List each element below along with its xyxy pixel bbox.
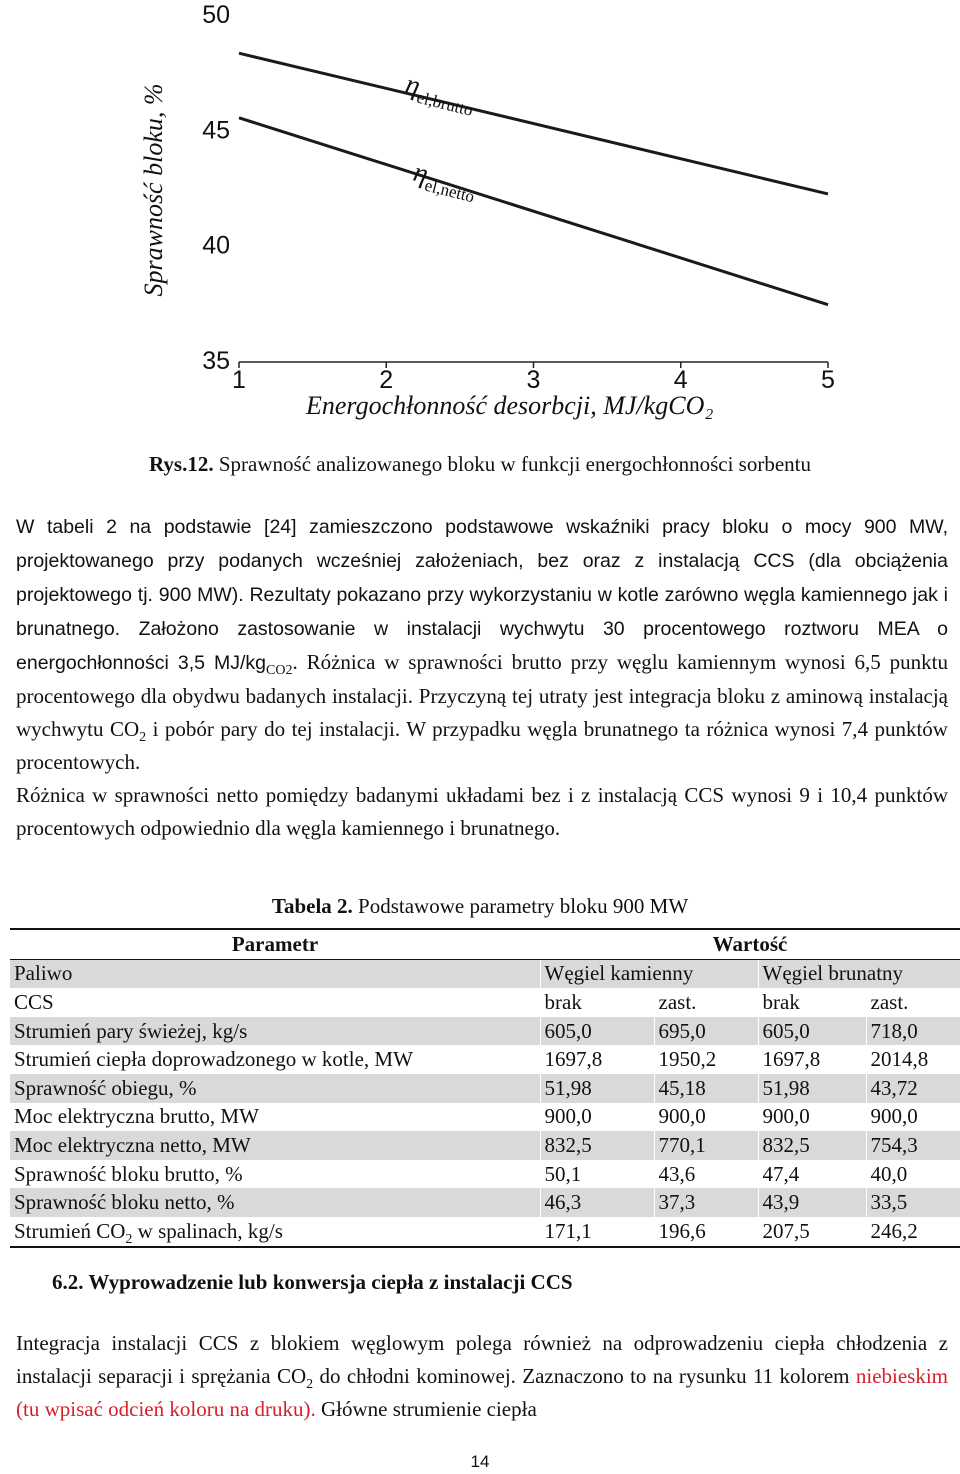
- table-row: [10, 1160, 960, 1189]
- row-value: 37,3: [654, 1188, 758, 1217]
- row-label: Sprawność obiegu, %: [10, 1074, 540, 1103]
- table-caption-label: Tabela 2.: [271, 894, 353, 918]
- table-row: [10, 1103, 960, 1132]
- row-value: 695,0: [654, 1017, 758, 1046]
- row-value: 770,1: [654, 1131, 758, 1160]
- para3-red-text: niebieskim (tu wpisać odcień koloru na druku).: [16, 1364, 949, 1421]
- table-caption: [0, 894, 960, 919]
- row-value: 1950,2: [654, 1045, 758, 1074]
- series-line: [239, 118, 828, 305]
- table-row: [10, 1188, 960, 1217]
- paragraph-3: [16, 1327, 948, 1426]
- paragraph-2: Różnica w sprawności netto pomiędzy badanymi układami bez i z instalacją CCS wynosi 9 i 10,4 punktów procentowych odpowiednio dla węgla kamiennego i brunatnego.: [16, 783, 948, 840]
- row-label: Moc elektryczna netto, MW: [10, 1131, 540, 1160]
- row-value: 50,1: [540, 1160, 654, 1189]
- row-value: 900,0: [654, 1103, 758, 1132]
- figure-caption-text: Sprawność analizowanego bloku w funkcji energochłonności sorbentu: [213, 452, 811, 476]
- para3-part2: do chłodni kominowej. Zaznaczono to na rysunku 11 kolorem: [313, 1364, 856, 1388]
- row-value: 196,6: [654, 1217, 758, 1247]
- x-axis-label: Energochłonność desorbcji, MJ/kgCO₂: [306, 391, 714, 420]
- row-value: 832,5: [540, 1131, 654, 1160]
- table-row: [10, 1217, 960, 1247]
- row-value: 51,98: [758, 1074, 866, 1103]
- row-value: 900,0: [540, 1103, 654, 1132]
- row-label: Sprawność bloku netto, %: [10, 1188, 540, 1217]
- table-row: [10, 1074, 960, 1103]
- row-value: 754,3: [866, 1131, 960, 1160]
- row-value: 40,0: [866, 1160, 960, 1189]
- row-value: 605,0: [540, 1017, 654, 1046]
- efficiency-chart: [0, 0, 960, 440]
- x-tick-label: 1: [232, 366, 246, 394]
- y-tick-labels: [202, 1, 230, 375]
- row-value: 46,3: [540, 1188, 654, 1217]
- fuel-label: Paliwo: [10, 959, 540, 988]
- para1-part1: W tabeli 2 na podstawie [24] zamieszczono podstawowe wskaźniki pracy bloku o mocy 900 MW, projektowanego przy podanych wcześniej założeniach, bez oraz z instalacją CCS (dla obciążenia projektowego tj. 900 MW). Rezultaty pokazano przy wykorzystaniu w kotle zarówno węgla kamiennego jak i brunatnego. Założono zastosowanie w instalacji wychwytu 30 procentowego roztworu MEA o energochłonności 3,5 MJ/kg: [16, 516, 948, 674]
- fuel-1: Węgiel kamienny: [540, 959, 758, 988]
- co2-label-sub: 2: [125, 1231, 133, 1247]
- ccs-cell: zast.: [654, 988, 758, 1017]
- x-tick-labels: [232, 362, 835, 394]
- row-value: 605,0: [758, 1017, 866, 1046]
- para1-part3: i pobór pary do tej instalacji. W przypadku węgla brunatnego ta różnica wynosi 7,4 punktów procentowych.: [16, 717, 948, 774]
- series-label: ηel,netto: [410, 156, 477, 207]
- row-value: 43,72: [866, 1074, 960, 1103]
- row-value: 43,6: [654, 1160, 758, 1189]
- header-value: Wartość: [540, 929, 960, 959]
- table-row: [10, 1017, 960, 1046]
- x-tick-label: 5: [821, 366, 835, 394]
- row-value: 718,0: [866, 1017, 960, 1046]
- row-label: [10, 1217, 540, 1247]
- row-value: 171,1: [540, 1217, 654, 1247]
- series-lines: [239, 53, 828, 304]
- row-value: 900,0: [758, 1103, 866, 1132]
- y-tick-label: 45: [202, 116, 230, 145]
- row-label: Sprawność bloku brutto, %: [14, 1161, 243, 1186]
- y-axis-label: Sprawność bloku, %: [139, 83, 168, 297]
- table-header-row: [10, 929, 960, 959]
- x-tick-label: 3: [526, 366, 541, 394]
- row-value: 47,4: [758, 1160, 866, 1189]
- header-param: Parametr: [10, 929, 540, 959]
- page-number: 14: [470, 1452, 490, 1471]
- table-row: [10, 1045, 960, 1074]
- para1-sub-2: 2: [139, 730, 147, 746]
- fuel-row: [10, 959, 960, 988]
- table-caption-text: Podstawowe parametry bloku 900 MW: [352, 894, 689, 918]
- ccs-cell: brak: [540, 988, 654, 1017]
- row-value: 51,98: [540, 1074, 654, 1103]
- x-tick-label: 2: [379, 366, 394, 394]
- ccs-row: [10, 988, 960, 1017]
- para3-sub: 2: [306, 1377, 314, 1393]
- co2-label-post: w spalinach, kg/s: [132, 1218, 283, 1243]
- parameters-table: [10, 928, 960, 1248]
- para3-part3: Główne strumienie ciepła: [315, 1397, 537, 1421]
- row-value: 832,5: [758, 1131, 866, 1160]
- para1-part2: . Różnica w sprawności brutto przy węglu kamiennym wynosi 6,5 punktu procentowego dla obydwu badanych instalacji. Przyczyną tej utraty jest integracja bloku z aminową instalacją wychwytu CO: [16, 650, 948, 741]
- ccs-cell: zast.: [866, 988, 960, 1017]
- row-value: 207,5: [758, 1217, 866, 1247]
- row-value: 1697,8: [540, 1045, 654, 1074]
- section-title: 6.2. Wyprowadzenie lub konwersja ciepła z instalacji CCS: [52, 1270, 573, 1294]
- series-labels: [401, 69, 480, 207]
- row-value: 45,18: [654, 1074, 758, 1103]
- series-line: [239, 53, 828, 194]
- row-label: Strumień pary świeżej, kg/s: [10, 1017, 540, 1046]
- ccs-cell: brak: [758, 988, 866, 1017]
- row-label: Moc elektryczna brutto, MW: [14, 1104, 259, 1129]
- figure-caption: [0, 452, 960, 477]
- para1-sub-co2: CO2: [266, 663, 293, 679]
- co2-label-pre: Strumień CO: [14, 1218, 126, 1243]
- row-value: 33,5: [866, 1188, 960, 1217]
- fuel-2: Węgiel brunatny: [758, 959, 960, 988]
- row-value: 1697,8: [758, 1045, 866, 1074]
- y-tick-label: 40: [202, 231, 230, 260]
- y-tick-label: 35: [202, 347, 230, 375]
- row-value: 43,9: [758, 1188, 866, 1217]
- ccs-label: CCS: [14, 989, 54, 1014]
- para3-part1: Integracja instalacji CCS z blokiem węglowym polega również na odprowadzeniu ciepła chłodzenia z instalacji separacji i sprężania CO: [16, 1331, 948, 1388]
- x-tick-label: 4: [673, 366, 688, 394]
- row-value: 900,0: [866, 1103, 960, 1132]
- figure-caption-label: Rys.12.: [149, 452, 214, 476]
- paragraph-1: [16, 510, 948, 845]
- y-tick-label: 50: [202, 1, 230, 29]
- row-label: Strumień ciepła doprowadzonego w kotle, MW: [14, 1047, 413, 1072]
- table-row: [10, 1131, 960, 1160]
- row-value: 2014,8: [866, 1045, 960, 1074]
- row-value: 246,2: [866, 1217, 960, 1247]
- series-label: ηel,brutto: [402, 68, 475, 120]
